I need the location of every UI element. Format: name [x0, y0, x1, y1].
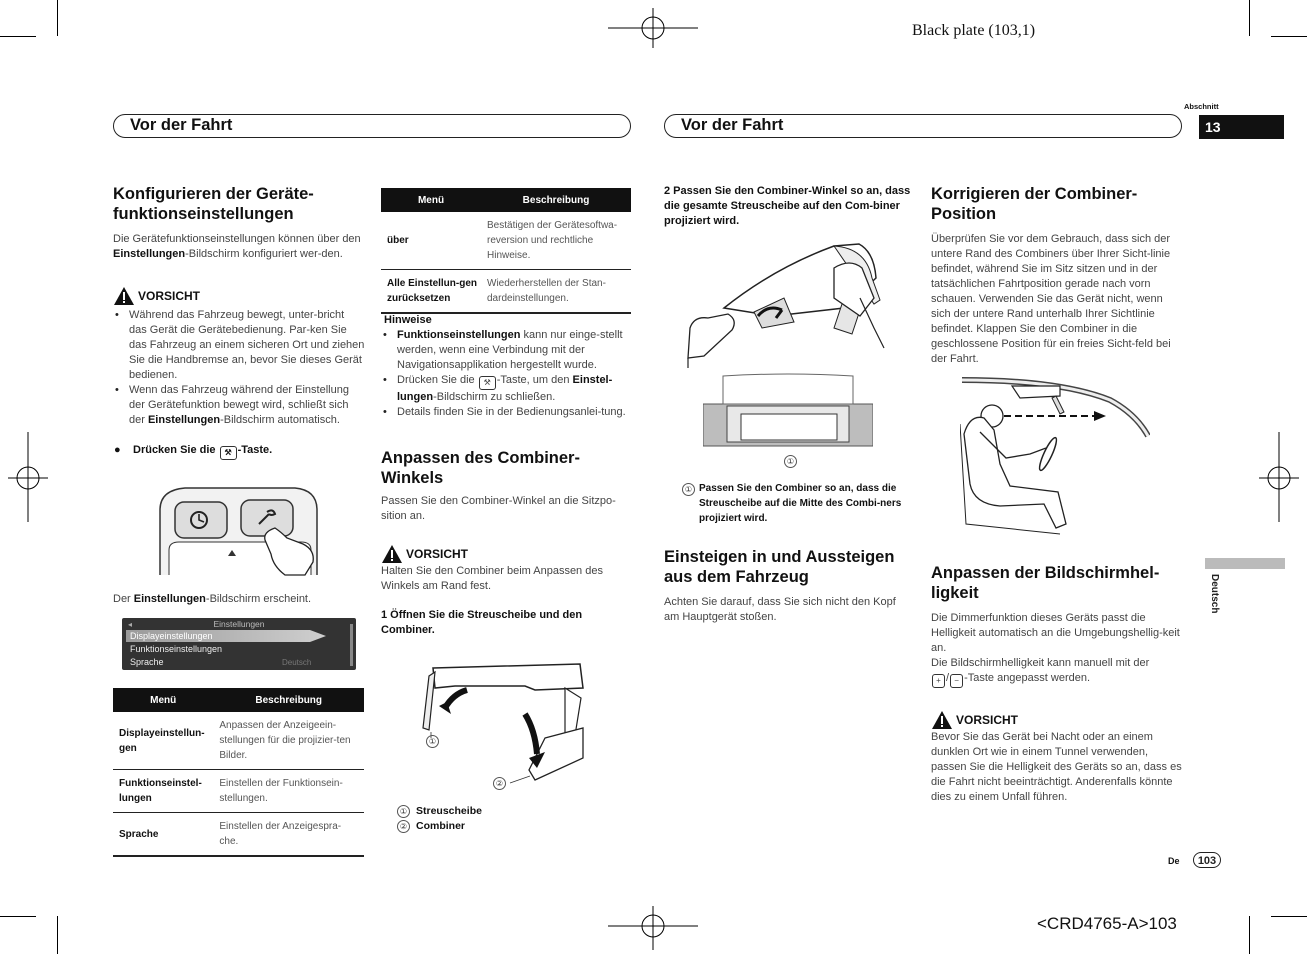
registration-mark-bottom [608, 906, 698, 950]
projection-illustration [703, 372, 873, 452]
side-tab-label: Deutsch [1209, 574, 1220, 614]
text: -Bildschirm automatisch. [220, 414, 340, 426]
section-header-left: Vor der Fahrt [113, 114, 631, 138]
text: -Bildschirm erscheint. [205, 593, 312, 605]
settings-screen [122, 618, 356, 670]
menu-table-1 [113, 688, 364, 857]
legend-item-2 [397, 819, 482, 834]
screen-caption [113, 592, 365, 607]
list-item [397, 328, 631, 373]
heading-line: funktionseinstellungen [113, 205, 294, 223]
text: Wenn das Fahrzeug während der Einstellung der Gerätefunktion bewegt wird, schließt sich der [129, 384, 349, 426]
caution-label: VORSICHT [138, 289, 201, 303]
heading-line: Anpassen der Bildschirmhel- [931, 564, 1160, 582]
abschnitt-label: Abschnitt [1184, 102, 1219, 111]
footer-language: De [1168, 856, 1180, 866]
list-item: • Details finden Sie in der Bedienungsanlei-tung. [397, 405, 631, 420]
document-code: <CRD4765-A>103 [1037, 914, 1177, 933]
notes-title: Hinweise [384, 314, 432, 326]
crop-mark [1249, 0, 1250, 36]
figure-caption [682, 481, 914, 526]
table-cell: Funktionseinstel-lungen [113, 770, 213, 813]
chapter-badge: 13 [1199, 115, 1284, 139]
crop-mark [1271, 36, 1307, 37]
back-icon: ◂ [128, 620, 133, 629]
step-press-key [113, 444, 365, 460]
registration-mark-left [8, 432, 48, 522]
figure-legend [397, 804, 482, 834]
callout-number: ① [397, 805, 410, 818]
step-bullet: ● [114, 444, 121, 456]
heading-combiner-winkel [381, 448, 631, 488]
caution-title [931, 710, 1183, 730]
plus-icon: + [932, 674, 945, 688]
column-4 [931, 184, 1183, 367]
table-cell: Anpassen der Anzeigeein-stellungen für die projizier-ten Bilder. [213, 712, 364, 770]
bold-text: Einstellungen [147, 414, 221, 426]
bold-text: Funktionseinstellungen [397, 329, 521, 341]
heading-line: Konfigurieren der Geräte- [113, 185, 314, 203]
table-header: Menü [113, 688, 213, 712]
callout-1: ① [426, 735, 439, 748]
helligkeit-text-1: Die Dimmerfunktion dieses Geräts passt die Helligkeit automatisch an die Umgebungshellig-keit an. [931, 612, 1180, 654]
table-cell: Wiederherstellen der Stan-dardeinstellungen. [481, 270, 631, 314]
heading-korrigieren [931, 184, 1183, 224]
text: Die Bildschirmhelligkeit kann manuell mit der [931, 657, 1150, 669]
side-tab-bar [1205, 558, 1285, 569]
table-row [381, 270, 631, 314]
table-cell: Bestätigen der Gerätesoftwa-reversion und rechtliche Hinweise. [481, 212, 631, 270]
crop-mark [1271, 916, 1307, 917]
caution-label: VORSICHT [956, 713, 1019, 727]
heading-line: Position [931, 205, 997, 223]
driver-illustration [960, 374, 1150, 540]
table-cell: über [381, 212, 481, 270]
text: Die Gerätefunktionseinstellungen können über den [113, 233, 361, 245]
heading-line: Einsteigen in und Aussteigen [664, 548, 895, 566]
table-header: Beschreibung [213, 688, 364, 712]
caution-label: VORSICHT [406, 547, 469, 561]
intro-text: Passen Sie den Combiner-Winkel an die Sitzpo-sition an. [381, 495, 616, 522]
heading-line: Anpassen des Combiner- [381, 449, 580, 467]
text: -Taste, um den [496, 374, 573, 386]
caution-text: Halten Sie den Combiner beim Anpassen des Winkels am Rand fest. [381, 565, 603, 592]
text: Drücken Sie die [397, 374, 478, 386]
bold-text: Einstellungen [113, 248, 186, 260]
list-item [397, 373, 631, 405]
minus-icon: − [950, 674, 963, 688]
text: -Taste angepasst werden. [964, 672, 1091, 684]
open-combiner-illustration [415, 658, 595, 798]
warning-icon [113, 286, 135, 306]
caution-title [381, 544, 631, 564]
text: Der [113, 593, 134, 605]
screen-title: Einstellungen [213, 619, 265, 629]
legend-label: Streuscheibe [416, 805, 482, 817]
column-4-section-2 [931, 563, 1183, 805]
step-2: 2 Passen Sie den Combiner-Winkel so an, dass die gesamte Streuscheibe auf den Com-biner projiziert wird. [664, 185, 911, 227]
text: -Taste. [237, 444, 273, 456]
crop-mark [1249, 916, 1250, 954]
heading-konfigurieren [113, 184, 365, 224]
screen-item-display: Displayeinstellungen [130, 631, 213, 641]
crop-mark [0, 916, 36, 917]
plate-label: Black plate (103,1) [912, 22, 1036, 39]
device-buttons-illustration [155, 480, 325, 580]
column-2 [381, 314, 631, 638]
text: -Bildschirm zu schließen. [433, 391, 556, 403]
heading-helligkeit [931, 563, 1183, 603]
screen-scrollbar [350, 624, 353, 666]
table-cell: Einstellen der Funktionsein-stellungen. [213, 770, 364, 813]
section-header-right: Vor der Fahrt [664, 114, 1182, 138]
screen-language-value: Deutsch [282, 658, 312, 667]
crop-mark [57, 0, 58, 36]
einsteigen-text: Achten Sie darauf, dass Sie sich nicht den Kopf am Hauptgerät stoßen. [664, 596, 896, 623]
caption-text: Passen Sie den Combiner so an, dass die Streuscheibe auf die Mitte des Combi-ners projiziert wird. [699, 483, 902, 524]
crop-mark [57, 916, 58, 954]
crop-mark [0, 36, 36, 37]
screen-item-function: Funktionseinstellungen [130, 644, 223, 654]
heading-line: Korrigieren der Combiner- [931, 185, 1138, 203]
text: -Bildschirm konfiguriert wer-den. [185, 248, 343, 260]
registration-mark-top [608, 8, 698, 48]
korrigieren-text: Überprüfen Sie vor dem Gebrauch, dass sich der untere Rand des Combiners über Ihrer Sicht-linie befindet, während Sie im Sitz sitzen und in der tatsächlichen Fahrtposition gerade nach vorn schauen. Verwenden Sie das Gerät nicht, wenn sich der untere Rand unterhalb Ihrer Sichtlinie befindet. Klappen Sie den Combiner in die geschlossene Position für ein freies Sicht-feld bei der Fahrt. [931, 233, 1171, 365]
heading-line: ligkeit [931, 584, 979, 602]
table-header: Menü [381, 188, 481, 212]
column-1 [113, 184, 365, 460]
screen-item-language: Sprache [130, 657, 164, 667]
heading-einsteigen [664, 547, 919, 587]
notes-list [381, 328, 631, 420]
legend-item-1 [397, 804, 482, 819]
table-header: Beschreibung [481, 188, 631, 212]
step-1: 1 Öffnen Sie die Streuscheibe und den Combiner. [381, 609, 583, 636]
wrench-icon: ⚒ [220, 446, 237, 460]
callout-1: ① [784, 455, 797, 468]
table-cell: Einstellen der Anzeigespra-che. [213, 813, 364, 857]
table-cell: Displayeinstellun-gen [113, 712, 213, 770]
table-row [113, 770, 364, 813]
table-row [113, 712, 364, 770]
table-row [113, 813, 364, 857]
table-cell: Alle Einstellun-gen zurücksetzen [381, 270, 481, 314]
wrench-icon: ⚒ [479, 376, 496, 390]
list-item: • Während das Fahrzeug bewegt, unter-bricht das Gerät die Gerätebedienung. Par-ken Sie das Fahrzeug an einem sicheren Ort und ziehen Sie die Handbremse an, bevor Sie dieses Gerät bedienen. [129, 308, 365, 383]
intro-text [113, 232, 365, 262]
caution-title [113, 286, 365, 306]
registration-mark-right [1259, 432, 1299, 522]
heading-line: aus dem Fahrzeug [664, 568, 809, 586]
helligkeit-text-2: Die Bildschirmhelligkeit kann manuell mit der + / − -Taste angepasst werden. [931, 656, 1183, 688]
table-cell: Sprache [113, 813, 213, 857]
text: Drücken Sie die [133, 444, 219, 456]
adjust-combiner-illustration [684, 238, 894, 368]
table-row [381, 212, 631, 270]
bold-text: Einstel-lungen [397, 374, 613, 403]
warning-icon [381, 544, 403, 564]
callout-2: ② [493, 777, 506, 790]
page-number: 103 [1193, 852, 1221, 868]
callout-number: ① [682, 483, 695, 496]
heading-line: Winkels [381, 469, 444, 487]
list-item [129, 383, 365, 428]
callout-number: ② [397, 820, 410, 833]
column-3-section [664, 547, 919, 625]
bold-text: Einstellungen [133, 593, 206, 605]
menu-table-2 [381, 188, 631, 314]
caution-text: Bevor Sie das Gerät bei Nacht oder an einem dunklen Ort wie in einem Tunnel verwenden, passen Sie die Helligkeit des Geräts so an, dass es die Fahrt nicht beeinträchtigt. Anderenfalls könnte dies zu einem Unfall führen. [931, 731, 1182, 803]
legend-label: Combiner [416, 820, 466, 832]
caution-list [113, 308, 365, 428]
warning-icon [931, 710, 953, 730]
text: kann nur einge-stellt werden, wenn eine Verbindung mit der Navigationsapplikation hergestellt wurde. [397, 329, 623, 371]
